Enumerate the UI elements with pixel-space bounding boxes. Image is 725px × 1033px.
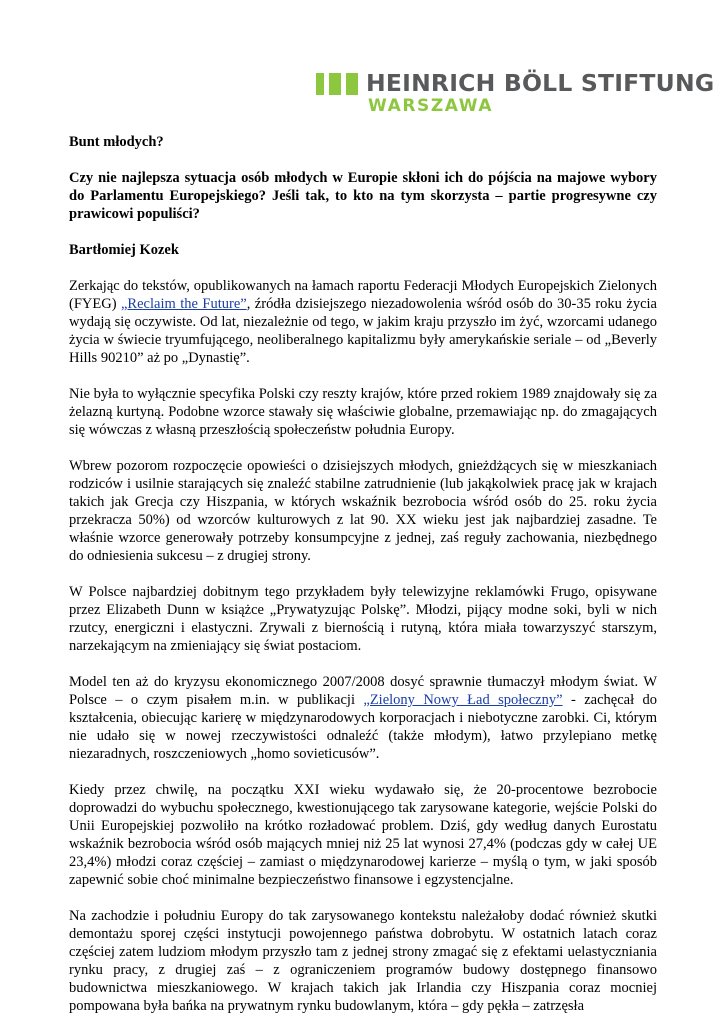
logo-name: HEINRICH BÖLL STIFTUNG: [366, 69, 715, 97]
zielony-nowy-lad-link[interactable]: „Zielony Nowy Ład społeczny”: [363, 692, 563, 708]
article-body: [69, 133, 657, 1033]
paragraph-5-text-before: Model ten aż do kryzysu ekonomicznego 2007/2008 dosyć sprawnie tłumaczył młodym świat. W Polsce – o czym pisałem m.in. w publikacji: [69, 674, 657, 708]
paragraph-5-text-after: - zachęcał do kształcenia, obiecując karierę w międzynarodowych korporacjach i niebotyczne zarobki. Ci, którym nie udało się w nowej rzeczywistości odnaleźć (także młodym), łatwo przylepiano metkę niezaradnych, roszczeniowych „homo sovieticusów”.: [69, 692, 658, 762]
article-lead: Czy nie najlepsza sytuacja osób młodych w Europie skłoni ich do pójścia na majowe wybory do Parlamentu Europejskiego? Jeśli tak, to kto na tym skorzysta – partie progresywne czy prawicowi populiści?: [69, 170, 657, 222]
paragraph-1: [69, 277, 657, 367]
foundation-logo: [316, 69, 715, 119]
logo-bar: [316, 73, 324, 95]
article-title: Bunt młodych?: [69, 134, 164, 150]
paragraph-3: Wbrew pozorom rozpoczęcie opowieści o dzisiejszych młodych, gnieżdżących się w mieszkaniach rodziców i usilnie starających się znaleźć stabilne zatrudnienie (lub jakąkolwiek pracę jak w krajach takich jak Grecja czy Hiszpania, w których wskaźnik bezrobocia wśród osób do 25. roku życia przekracza 50%) od wzorców kulturowych z lat 90. XX wieku jest jak najbardziej zasadne. Te właśnie wzorce generowały potrzeby konsumpcyjne z jednej, zaś reguły zachowania, niezbędnego do odniesienia sukcesu – z drugiej strony.: [69, 458, 657, 564]
paragraph-7: Na zachodzie i południu Europy do tak zarysowanego kontekstu należałoby dodać również skutki demontażu sporej części instytucji powojennego państwa dobrobytu. W ostatnich latach coraz częściej zatem ludziom młodym przyszło tam z jednej strony zmagać się z efektami uelastyczniania rynku pracy, z drugiej zaś – z ograniczeniem programów budowy dostępnego finansowo budownictwa mieszkaniowego. W krajach takich jak Irlandia czy Hiszpania coraz mocniej pompowana była bańka na prywatnym rynku budowlanym, która – gdy pękła – zatrzęsła: [69, 908, 657, 1014]
article-author: Bartłomiej Kozek: [69, 242, 179, 258]
paragraph-4: W Polsce najbardziej dobitnym tego przykładem były telewizyjne reklamówki Frugo, opisywane przez Elizabeth Dunn w książce „Prywatyzując Polskę”. Młodzi, pijący modne soki, byli w nich rzutcy, energiczni i elastyczni. Zrywali z biernością i rutyną, która miała towarzyszyć starszym, narzekającym na zmieniający się świat postaciom.: [69, 584, 657, 654]
paragraph-1-text-before: Zerkając do tekstów, opublikowanych na łamach raportu Federacji Młodych Europejskich Zielonych (FYEG): [69, 278, 657, 312]
paragraph-5: [69, 673, 657, 763]
reclaim-the-future-link[interactable]: „Reclaim the Future”: [121, 296, 247, 312]
paragraph-2: Nie była to wyłącznie specyfika Polski czy reszty krajów, które przed rokiem 1989 znajdowały się za żelazną kurtyną. Podobne wzorce stawały się właściwie globalne, przemawiając np. do zmagających się wówczas z własną przeszłością społeczeństw południa Europy.: [69, 386, 657, 438]
logo-bars-icon: [316, 73, 360, 95]
logo-bar: [346, 73, 358, 95]
paragraph-6: Kiedy przez chwilę, na początku XXI wieku wydawało się, że 20-procentowe bezrobocie doprowadzi do wybuchu społecznego, kwestionującego tak zarysowane kategorie, wejście Polski do Unii Europejskiej pozwoliło na krótko rozładować problem. Dziś, gdy według danych Eurostatu wskaźnik bezrobocia wśród osób mających mniej niż 25 lat wynosi 27,4% (podczas gdy w całej UE 23,4%) młodzi coraz częściej – zamiast o międzynarodowej karierze – myślą o tym, w jaki sposób zapewnić sobie choć minimalne bezpieczeństwo finansowe i egzystencjalne.: [69, 782, 657, 888]
paragraph-1-text-after: , źródła dzisiejszego niezadowolenia wśród osób do 30-35 roku życia wydają się oczywiste. Od lat, niezależnie od tego, w jakim kraju przyszło im żyć, wzorcami udanego życia w świecie tryumfującego, neoliberalnego kapitalizmu były amerykańskie seriale – od „Beverly Hills 90210” aż po „Dynastię”.: [69, 296, 657, 366]
logo-city: WARSZAWA: [368, 96, 494, 116]
logo-bar: [329, 73, 341, 95]
